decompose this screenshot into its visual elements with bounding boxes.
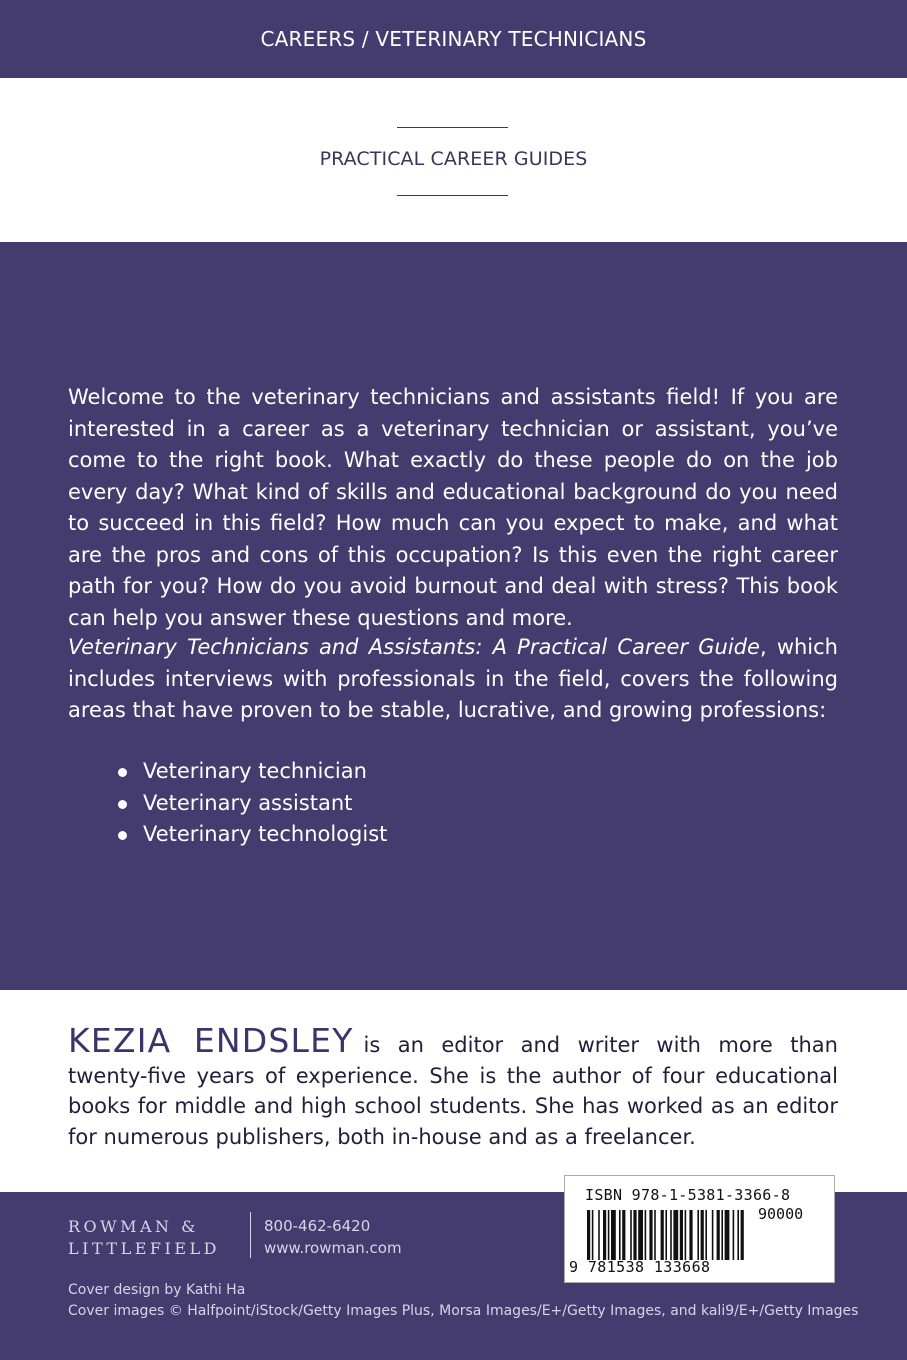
isbn-label: ISBN 978-1-5381-3366-8	[585, 1186, 791, 1204]
isbn-barcode	[564, 1175, 835, 1283]
career-list	[118, 756, 387, 851]
price-code: 90000	[758, 1205, 804, 1223]
bullet-icon	[118, 768, 127, 777]
description-paragraph-2-text: , which includes interviews with professionals in the field, covers the following areas that have proven to be stable, lucrative, and growing professions:	[68, 635, 838, 722]
series-band	[0, 78, 907, 242]
cover-design-credit: Cover design by Kathi Ha	[68, 1282, 246, 1298]
book-title: Veterinary Technicians and Assistants: A Practical Career Guide	[68, 635, 760, 659]
publisher-website: www.rowman.com	[264, 1239, 402, 1257]
description-band	[0, 242, 907, 990]
cover-images-credit: Cover images © Halfpoint/iStock/Getty Images Plus, Morsa Images/E+/Getty Images, and kali9/E+/Getty Images	[68, 1303, 859, 1319]
barcode-digits: 9 781538 133668	[569, 1258, 711, 1276]
author-bio-band	[0, 990, 907, 1192]
bullet-icon	[118, 800, 127, 809]
list-item: Veterinary technician	[118, 756, 387, 788]
list-item: Veterinary assistant	[118, 788, 387, 820]
publisher-name-line-2: LITTLEFIELD	[68, 1239, 220, 1258]
description-paragraph-1: Welcome to the veterinary technicians and assistants field! If you are interested in a career as a veterinary technician or assistant, you’ve come to the right book. What exactly do these people do on the job every day? What kind of skills and educational background do you need to succeed in this field? How much can you expect to make, and what are the pros and cons of this occupation? Is this even the right career path for you? How do you avoid burnout and deal with stress? This book can help you answer these questions and more.	[68, 385, 838, 630]
list-item: Veterinary technologist	[118, 819, 387, 851]
category-label: CAREERS / VETERINARY TECHNICIANS	[260, 27, 647, 51]
description-paragraph-2	[68, 632, 838, 727]
category-band	[0, 0, 907, 78]
bullet-icon	[118, 831, 127, 840]
series-rule-top	[397, 127, 508, 128]
cover-credits	[68, 1280, 858, 1322]
publisher-phone: 800-462-6420	[264, 1217, 371, 1235]
series-rule-bottom	[397, 195, 508, 196]
author-bio	[68, 1021, 838, 1152]
author-bio-text: is an editor and writer with more than twenty-five years of experience. She is the author of four educational books for middle and high school students. She has worked as an editor for numerous publishers, both in-house and as a freelancer.	[68, 1033, 838, 1149]
series-title: PRACTICAL CAREER GUIDES	[319, 148, 588, 170]
publisher-name-line-1: ROWMAN &	[68, 1217, 199, 1236]
publisher-divider	[250, 1212, 251, 1258]
publisher-logo	[68, 1216, 220, 1260]
author-name: KEZIA ENDSLEY	[68, 1021, 354, 1060]
publisher-contact	[264, 1215, 402, 1259]
